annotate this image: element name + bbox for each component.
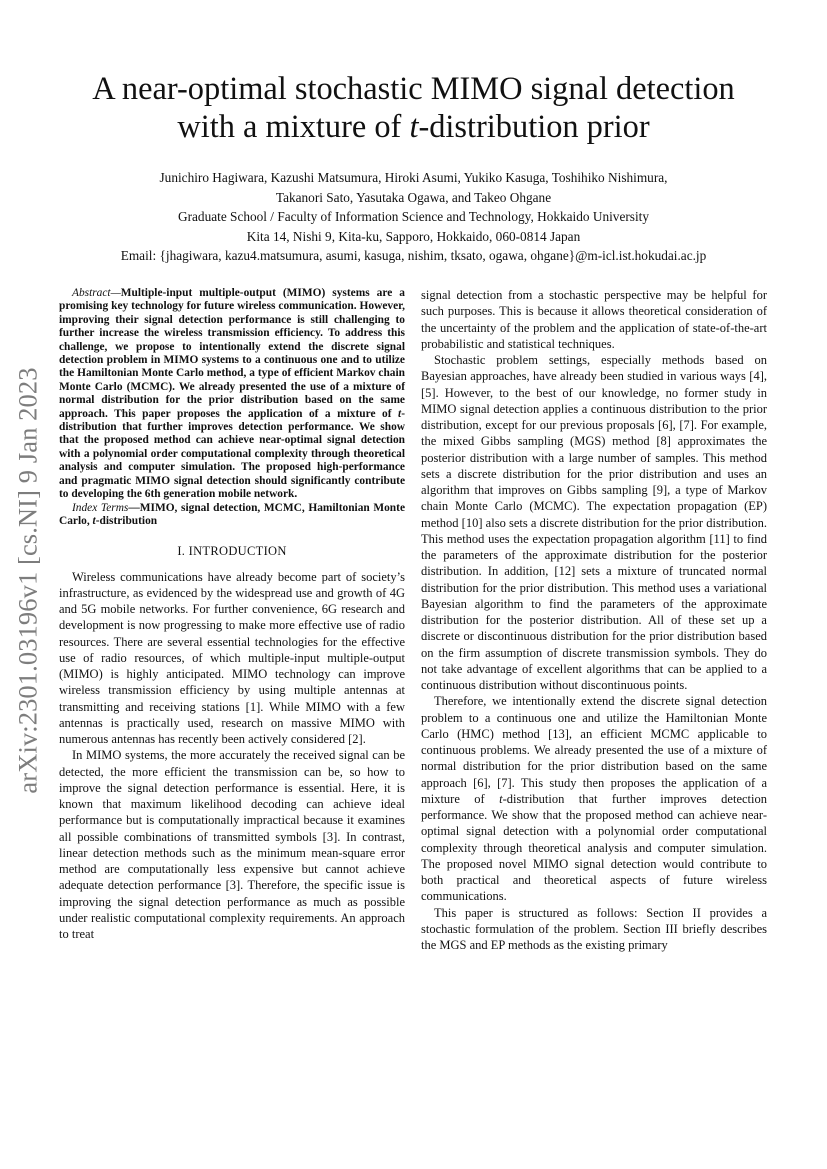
index-terms-label: Index Terms	[72, 501, 129, 514]
title-line-2-post: -distribution prior	[418, 109, 650, 145]
right-paragraph-3-post: -distribution that further improves detection performance. We show that the proposed method can achieve near-optimal signal detection with a polynomial order computational complexity through theoretical analysis and computer simulation. The proposed novel MIMO signal detection would contribute to both practical and theoretical aspects of future wireless communications.	[421, 791, 767, 904]
right-paragraph-2: Stochastic problem settings, especially methods based on Bayesian approaches, have already been studied in various ways [4], [5]. However, to the best of our knowledge, no former study in MIMO signal detection applies a continuous distribution to the prior distribution, except for our previous proposals [6], [7]. For example, the mixed Gibbs sampling (MGS) method [8] approximates the posterior distribution with a large number of samples. This method sets a discrete distribution for the prior distribution and uses an algorithm that improves on Gibbs sampling [9], a type of Markov chain Monte Carlo (MCMC). The expectation propagation (EP) method [10] also sets a discrete distribution for the prior distribution. This method uses the expectation propagation algorithm [11] to find the parameters of the approximate distribution for the posterior distribution. In addition, [12] sets a mixture of truncated normal distribution for the prior distribution. This method uses a variational Bayesian algorithm to find the parameters of the approximate distribution for the posterior distribution. All of these set up a discrete or discontinuous distribution for the prior distribution based on the firm assumption of discrete transmission symbols. They do not take advantage of excellent algorithms that can be applied to a continuous distribution without discontinuous points.	[421, 353, 767, 692]
index-terms-italic-t: t	[92, 514, 96, 527]
right-paragraph-4: This paper is structured as follows: Section II provides a stochastic formulation of the problem. Section III briefly describes the MGS and EP methods as the existing primary	[421, 905, 767, 952]
right-paragraph-3-pre: Therefore, we intentionally extend the discrete signal detection problem to a continuous one and utilize the Hamiltonian Monte Carlo (HMC) method [13], an efficient MCMC applicable to continuous problems. We already presented the use of a mixture of normal distribution for the prior distribution based on the same approach [6], [7]. This study then proposes the application of a mixture of	[421, 694, 767, 806]
authors-line-1: Junichiro Hagiwara, Kazushi Matsumura, Hiroki Asumi, Yukiko Kasuga, Toshihiko Nishimura,	[159, 170, 668, 185]
right-column	[421, 287, 767, 953]
right-paragraph-1: signal detection from a stochastic perspective may be helpful for such purposes. This is because it allows theoretical consideration of the uncertainty of the problem and the application of state-of-the-art probabilistic and statistical techniques.	[421, 288, 767, 351]
section-heading-introduction	[59, 543, 405, 559]
email: Email: {jhagiwara, kazu4.matsumura, asumi, kasuga, nishim, tksato, ogawa, ohgane}@m-icl.ist.hokudai.ac.jp	[120, 248, 707, 263]
section-number: I.	[177, 544, 189, 559]
left-column	[59, 287, 405, 942]
abstract	[59, 287, 405, 502]
authors-line-2: Takanori Sato, Yasutaka Ogawa, and Takeo Ohgane	[275, 189, 552, 205]
author-block	[60, 168, 767, 266]
abstract-text-post: -distribution that further improves detection performance. We show that the proposed method can achieve near-optimal signal detection with a polynomial order computational complexity through theoretical analysis and computer simulation. The proposed high-performance and pragmatic MIMO signal detection should significantly contribute to developing the 6th generation mobile network.	[59, 407, 405, 501]
title-italic-t: t	[409, 109, 419, 145]
arxiv-identifier: arXiv:2301.03196v1 [cs.NI] 9 Jan 2023	[12, 366, 43, 794]
address: Kita 14, Nishi 9, Kita-ku, Sapporo, Hokkaido, 060-0814 Japan	[246, 228, 581, 244]
affiliation: Graduate School / Faculty of Information Science and Technology, Hokkaido University	[178, 209, 649, 224]
intro-paragraph-1: Wireless communications have already become part of society’s infrastructure, as evidenced by the widespread use and growth of 4G and 5G mobile networks. For further convenience, 6G research and development is now progressing to make more effective use of radio resources. There are several essential technologies for the effective use of radio resources, of which multiple-input multiple-output (MIMO) is highly anticipated. MIMO technology can improve wireless transmission efficiency by using multiple antennas at transmitting and receiving stations [1]. While MIMO with a few antennas is practically used, research on massive MIMO with numerous antennas has recently been actively considered [2].	[59, 569, 405, 747]
abstract-label: Abstract—	[72, 287, 121, 299]
title-line-1: A near-optimal stochastic MIMO signal detection	[92, 71, 735, 107]
intro-paragraph-2: In MIMO systems, the more accurately the received signal can be detected, the more efficient the transmission can be, so how to improve the signal detection performance is essential. Here, it is known that maximum likelihood decoding can achieve ideal performance but is computationally impractical because it examines all possible combinations of transmitted symbols [3]. In contrast, linear detection methods such as the minimum mean-square error method are computationally less expensive but cannot achieve adequate detection performance [3]. Therefore, the specific issue is improving the signal detection performance as much as possible under realistic computational complexity requirements. An approach to treat	[59, 748, 405, 942]
section-title-rest: NTRODUCTION	[193, 544, 287, 559]
right-paragraph-3-italic-t: t	[499, 791, 503, 806]
index-terms-pre: —MIMO, signal detection, MCMC, Hamiltonian Monte Carlo,	[59, 501, 405, 527]
section-title-first: I	[188, 544, 194, 559]
abstract-italic-t: t	[398, 407, 402, 420]
arxiv-stamp	[8, 280, 48, 880]
right-paragraph-3	[421, 693, 767, 904]
title-line-2-pre: with a mixture of	[177, 109, 410, 145]
paper-title	[60, 70, 767, 146]
index-terms-post: -distribution	[95, 514, 158, 527]
title-line-2	[60, 108, 767, 146]
index-terms	[59, 502, 405, 529]
abstract-text-pre: Multiple-input multiple-output (MIMO) systems are a promising key technology for future wireless communication. However, improving their signal detection performance is still challenging to further increase the wireless transmission efficiency. To address this challenge, we propose to intentionally extend the discrete signal detection problem in MIMO systems to a continuous one and to utilize the Hamiltonian Monte Carlo method, a type of efficient Markov chain Monte Carlo (MCMC). We already presented the use of a mixture of normal distribution for the prior distribution based on the same approach. This paper proposes the application of a mixture of	[59, 287, 405, 420]
